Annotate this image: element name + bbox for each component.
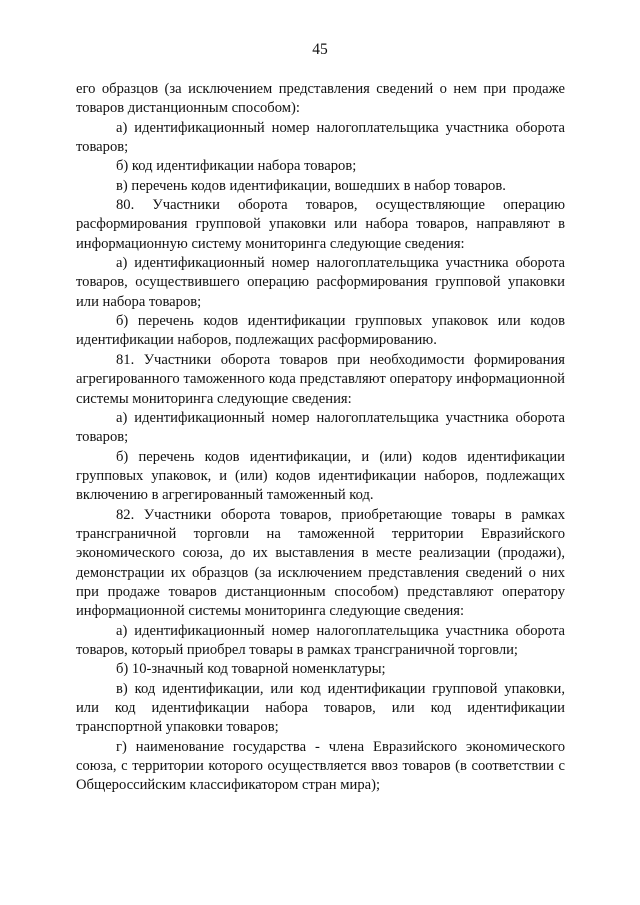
- paragraph: 81. Участники оборота товаров при необходимости формирования агрегированного таможенного кода представляют оператору информационной системы мониторинга следующие сведения:: [76, 351, 565, 407]
- document-body: [76, 80, 565, 796]
- page-number: 45: [312, 41, 328, 58]
- paragraph: в) перечень кодов идентификации, вошедших в набор товаров.: [116, 177, 506, 194]
- paragraph: а) идентификационный номер налогоплательщика участника оборота товаров, осуществившего операцию расформирования групповой упаковки или набора товаров;: [76, 255, 565, 310]
- paragraph: а) идентификационный номер налогоплательщика участника оборота товаров, который приобрел товары в рамках трансграничной торговли;: [76, 622, 565, 658]
- paragraph: г) наименование государства - члена Евразийского экономического союза, с территории которого осуществляется ввоз товаров (в соответствии с Общероссийским классификатором стран мира);: [76, 738, 565, 794]
- paragraph: б) перечень кодов идентификации, и (или) кодов идентификации групповых упаковок, и (или) кодов идентификации наборов, подлежащих включению в агрегированный таможенный код.: [76, 448, 565, 504]
- paragraph: б) перечень кодов идентификации групповых упаковок или кодов идентификации наборов, подлежащих расформированию.: [76, 313, 565, 349]
- paragraph: а) идентификационный номер налогоплательщика участника оборота товаров;: [76, 409, 565, 446]
- paragraph: его образцов (за исключением представления сведений о нем при продаже товаров дистанционным способом):: [76, 81, 565, 117]
- paragraph: б) 10-значный код товарной номенклатуры;: [116, 661, 386, 678]
- paragraph: а) идентификационный номер налогоплательщика участника оборота товаров;: [76, 119, 565, 156]
- paragraph: б) код идентификации набора товаров;: [116, 158, 357, 175]
- paragraph: 82. Участники оборота товаров, приобретающие товары в рамках трансграничной торговли на таможенной территории Евразийского экономического союза, до их выставления в месте реализации (продажи), демонстрации их образцов (за исключением представления сведений о них при продаже товаров дистанционным способом) представляют оператору информационной системы мониторинга следующие сведения:: [76, 506, 565, 620]
- paragraph: 80. Участники оборота товаров, осуществляющие операцию расформирования групповой упаковки или набора товаров, направляют в информационную систему мониторинга следующие сведения:: [76, 197, 565, 252]
- paragraph: в) код идентификации, или код идентификации групповой упаковки, или код идентификации набора товаров, или код идентификации транспортной упаковки товаров;: [76, 680, 565, 736]
